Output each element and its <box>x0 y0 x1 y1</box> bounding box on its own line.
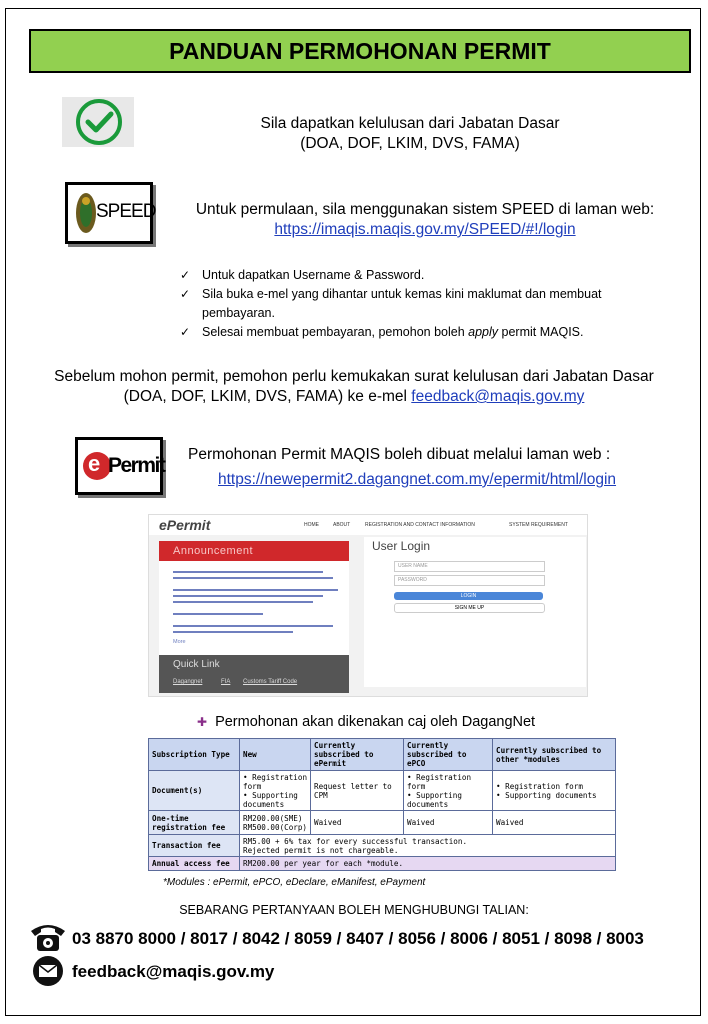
nav-home[interactable]: HOME <box>304 522 319 528</box>
signup-button[interactable]: SIGN ME UP <box>394 603 545 613</box>
login-title: User Login <box>372 539 431 553</box>
quick-link-panel <box>159 655 349 693</box>
table-header: Subscription Type <box>149 739 240 771</box>
epermit-login-screenshot <box>148 514 588 697</box>
before-line1: Sebelum mohon permit, pemohon perlu kemukakan surat kelulusan dari Jabatan Dasar <box>54 368 654 385</box>
check-icon: ✓ <box>180 287 191 301</box>
login-button[interactable]: LOGIN <box>394 592 543 600</box>
epermit-logo-e: e <box>88 451 101 476</box>
approval-line1: Sila dapatkan kelulusan dari Jabatan Dasar <box>260 115 560 132</box>
table-header: Currently subscribed to ePCO <box>404 739 493 771</box>
contact-heading: SEBARANG PERTANYAAN BOLEH MENGHUBUNGI TALIAN: <box>179 903 529 917</box>
quick-link-fia[interactable]: FIA <box>221 679 231 685</box>
speed-logo <box>65 182 156 244</box>
speed-intro: Untuk permulaan, sila menggunakan sistem SPEED di laman web: <box>195 201 655 218</box>
password-field[interactable]: PASSWORD <box>394 575 545 586</box>
announcement-panel <box>159 541 349 656</box>
table-header: New <box>240 739 311 771</box>
table-row: Document(s) • Registration form • Supporting documents Request letter to CPM • Registration form • Supporting documents • Registration form • Supporting documents <box>149 771 616 811</box>
login-panel <box>364 537 586 687</box>
check-icon: ✓ <box>180 325 191 339</box>
epermit-logo <box>75 437 163 495</box>
fee-table <box>148 738 616 871</box>
table-header: Currently subscribed to ePermit <box>311 739 404 771</box>
nav-system-requirement[interactable]: SYSTEM REQUIREMENT <box>509 522 568 528</box>
speed-url-link[interactable]: https://imaqis.maqis.gov.my/SPEED/#!/login <box>274 221 576 238</box>
screenshot-nav <box>149 515 588 535</box>
page-title: PANDUAN PERMOHONAN PERMIT <box>29 29 691 73</box>
charge-note: ✚ Permohonan akan dikenakan caj oleh DagangNet <box>197 714 536 730</box>
footnote: *Modules : ePermit, ePCO, eDeclare, eManifest, ePayment <box>163 877 426 888</box>
table-row: One-time registration fee RM200.00(SME) RM500.00(Corp) Waived Waived Waived <box>149 811 616 835</box>
announcement-heading: Announcement <box>159 541 349 561</box>
table-row: Annual access fee RM200.00 per year for each *module. <box>149 857 616 871</box>
approval-text <box>200 114 620 154</box>
quick-link-dagangnet[interactable]: Dagangnet <box>173 679 203 685</box>
email-icon <box>31 955 65 987</box>
epermit-logo-text: Permit <box>108 454 165 477</box>
epermit-intro: Permohonan Permit MAQIS boleh dibuat melalui laman web : <box>188 446 611 463</box>
before-text <box>40 367 668 407</box>
phone-numbers: 03 8870 8000 / 8017 / 8042 / 8059 / 8407 / 8056 / 8006 / 8051 / 8098 / 8003 <box>72 929 644 948</box>
list-item: ✓ Sila buka e-mel yang dihantar untuk kemas kini maklumat dan membuat pembayaran. <box>180 287 602 320</box>
announcement-more-link[interactable]: More <box>173 639 186 645</box>
nav-about[interactable]: ABOUT <box>333 522 351 528</box>
before-line2: (DOA, DOF, LKIM, DVS, FAMA) ke e-mel <box>123 388 407 405</box>
epermit-url-link[interactable]: https://newepermit2.dagangnet.com.my/epermit/html/login <box>218 471 617 488</box>
check-icon: ✓ <box>180 268 191 282</box>
steps-list <box>180 266 620 342</box>
list-item: ✓ Selesai membuat pembayaran, pemohon boleh apply permit MAQIS. <box>180 323 620 342</box>
speed-logo-text: SPEED <box>96 201 156 222</box>
screenshot-brand: ePermit <box>159 517 211 533</box>
table-row: Transaction fee RM5.00 + 6% tax for every successful transaction. Rejected permit is not chargeable. <box>149 835 616 857</box>
checkmark-icon <box>62 97 134 147</box>
arrow-bullet-icon: ✚ <box>197 715 208 729</box>
quick-link-heading: Quick Link <box>173 659 220 670</box>
approval-line2: (DOA, DOF, LKIM, DVS, FAMA) <box>300 135 520 152</box>
table-header: Currently subscribed to other *modules <box>493 739 616 771</box>
nav-registration[interactable]: REGISTRATION AND CONTACT INFORMATION <box>365 522 475 528</box>
username-field[interactable]: USER NAME <box>394 561 545 572</box>
feedback-email-link[interactable]: feedback@maqis.gov.my <box>411 388 585 405</box>
telephone-icon <box>28 921 68 953</box>
quick-link-customs[interactable]: Customs Tariff Code <box>243 679 298 685</box>
speed-text <box>180 200 670 240</box>
contact-email: feedback@maqis.gov.my <box>72 962 275 981</box>
list-item: ✓ Untuk dapatkan Username & Password. <box>180 266 620 285</box>
